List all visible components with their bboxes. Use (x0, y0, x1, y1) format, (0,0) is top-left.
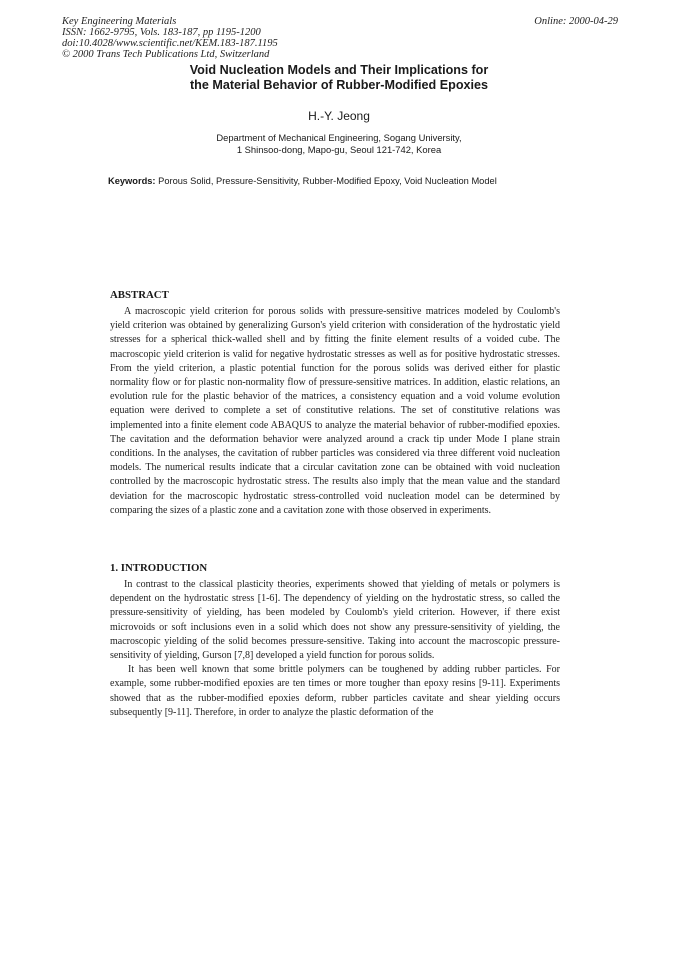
online-date: Online: 2000-04-29 (534, 16, 618, 27)
affiliation (0, 132, 678, 156)
introduction-heading: 1. INTRODUCTION (110, 562, 208, 574)
keywords-label: Keywords: (108, 176, 156, 186)
paper-title (0, 63, 678, 93)
affiliation-line-1: Department of Mechanical Engineering, Sogang University, (216, 132, 462, 143)
author-name: H.-Y. Jeong (308, 109, 370, 123)
copyright-line: © 2000 Trans Tech Publications Ltd, Switzerland (62, 49, 270, 60)
introduction-paragraph-1: In contrast to the classical plasticity theories, experiments showed that yielding of metals or polymers is dependent on the hydrostatic stress [1-6]. The dependency of yielding on the hydrostatic stress, so called the pressure-sensitivity of yielding, has been modeled by Coulomb's yield criterion. However, if there exist microvoids or soft inclusions even in a solid which does not show any pressure-sensitivity of yielding, the macroscopic yielding of the solid becomes pressure-sensitive. Taking into account the macroscopic pressure-sensitivity of yielding, Gurson [7,8] developed a yield function for porous solids. (110, 579, 560, 662)
title-line-1: Void Nucleation Models and Their Implications for (189, 63, 489, 77)
affiliation-line-2: 1 Shinsoo-dong, Mapo-gu, Seoul 121-742, Korea (236, 144, 442, 155)
title-line-2: the Material Behavior of Rubber-Modified Epoxies (189, 78, 489, 92)
doi-line: doi:10.4028/www.scientific.net/KEM.183-187.1195 (62, 38, 278, 49)
abstract-body (110, 305, 560, 518)
introduction-body (110, 578, 560, 720)
introduction-paragraph-2: It has been well known that some brittle polymers can be toughened by adding rubber particles. For example, some rubber-modified epoxies are ten times or more tougher than epoxy resins [9-11]. Experiments showed that as the rubber-modified epoxies deform, rubber particles cavitate and shear yielding occurs subsequently [9-11]. Therefore, in order to analyze the plastic deformation of the (110, 664, 560, 718)
abstract-paragraph: A macroscopic yield criterion for porous solids with pressure-sensitive matrices modeled by Coulomb's yield criterion was obtained by generalizing Gurson's yield criterion with consideration of the hydrostatic yield stresses for a spherical thick-walled shell and by fitting the finite element results of a voided cube. The macroscopic yield criterion is valid for negative hydrostatic stresses as well as for positive hydrostatic stresses. From the yield criterion, a plastic potential function for the porous solids was derived either for plastic normality flow or for plastic non-normality flow of pressure-sensitive matrices. In addition, elastic relations, an evolution rule for the plastic behavior of the matrices, a consistency equation and a void volume evolution equation were derived to complete a set of constitutive relations. The set of constitutive relations was implemented into a finite element code ABAQUS to analyze the material behavior of rubber-modified epoxies. The cavitation and the deformation behavior were analyzed around a crack tip under Mode I plane strain conditions. In the analyses, the cavitation of rubber particles was considered via three different void nucleation models. The numerical results indicate that a circular cavitation zone can be obtained with void nucleation controlled by the macroscopic hydrostatic stress. The results also imply that the mean value and the standard deviation for the macroscopic hydrostatic stress-controlled void nucleation model can be determined by comparing the sizes of a plastic zone and a cavitation zone with those observed in experiments. (110, 306, 560, 516)
issn-line: ISSN: 1662-9795, Vols. 183-187, pp 1195-1200 (62, 27, 261, 38)
keywords (108, 176, 628, 186)
journal-metadata (62, 16, 278, 60)
keywords-text: Porous Solid, Pressure-Sensitivity, Rubber-Modified Epoxy, Void Nucleation Model (158, 176, 497, 186)
journal-name: Key Engineering Materials (62, 16, 177, 27)
abstract-heading: ABSTRACT (110, 289, 169, 301)
